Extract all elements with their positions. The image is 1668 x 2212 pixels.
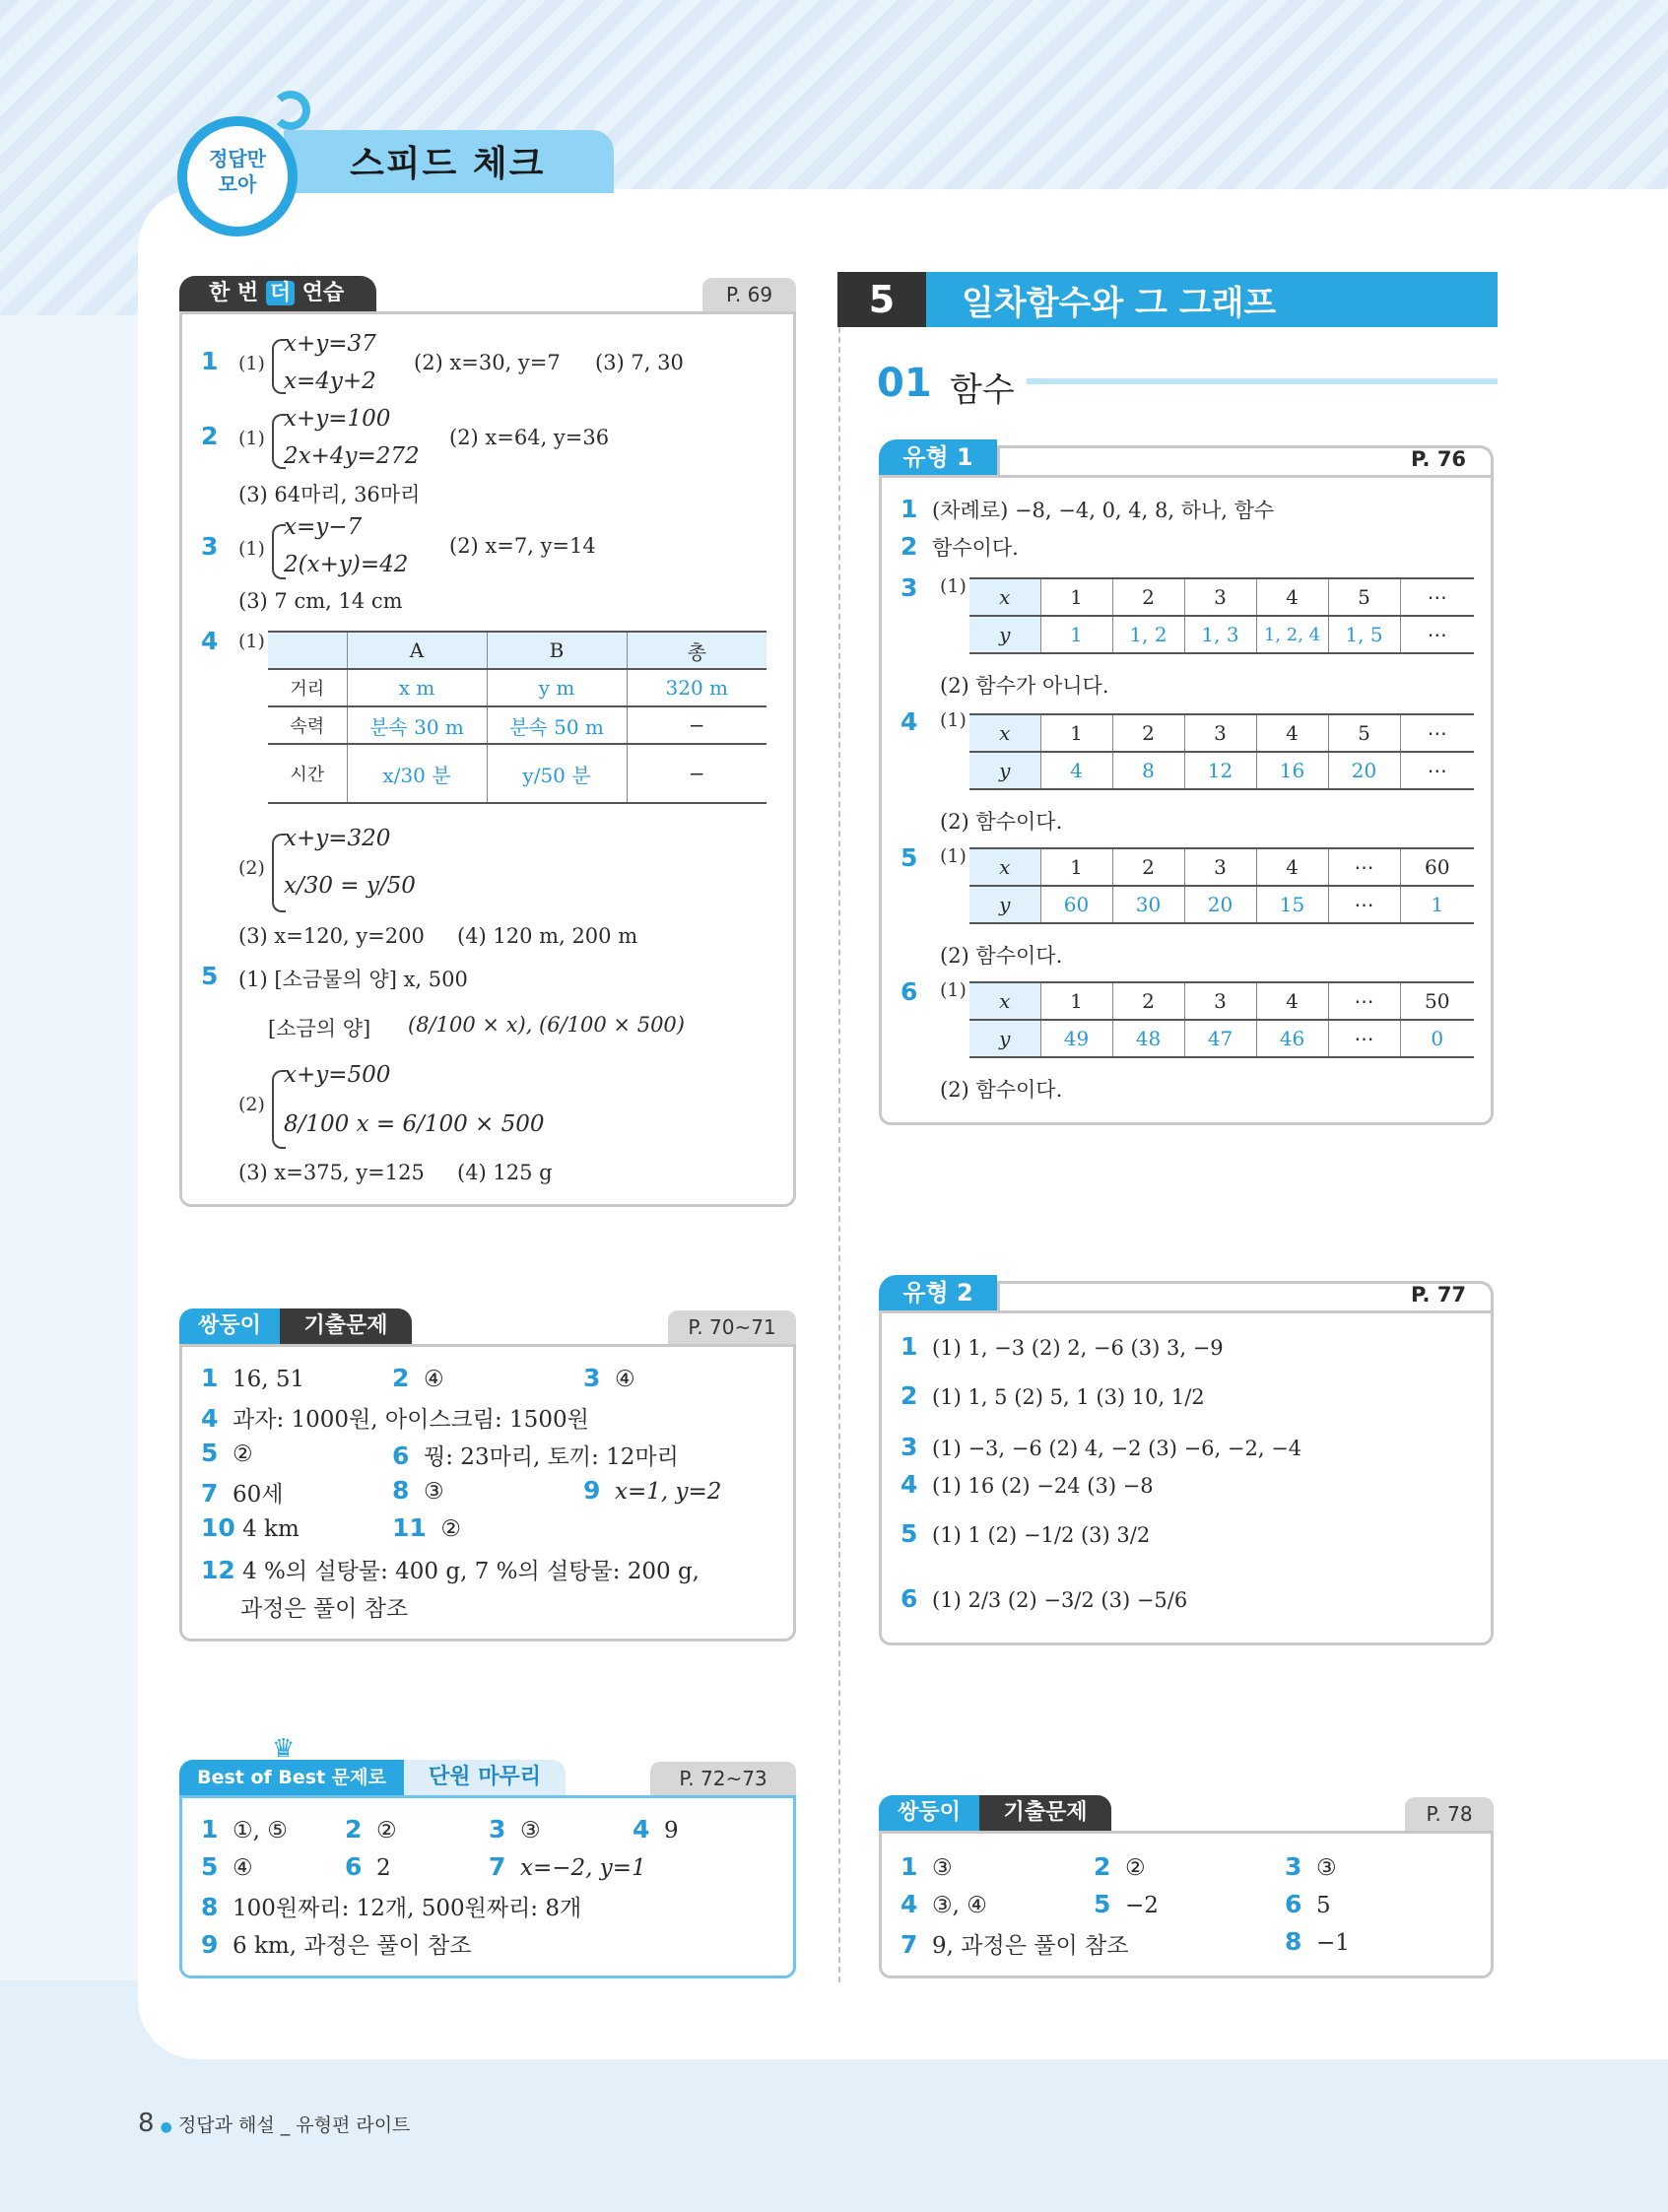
table-cell: 1, 5	[1328, 616, 1400, 653]
type1-q4-p1: (1)	[940, 709, 967, 731]
table-cell: B	[487, 632, 627, 669]
type2-q6: 6 (1) 2/3 (2) −3/2 (3) −5/6	[901, 1584, 1188, 1613]
type1-page: P. 76	[1411, 447, 1467, 471]
table-cell: x	[969, 848, 1040, 886]
table-cell: 3	[1184, 848, 1256, 886]
table-cell: ⋯	[1400, 714, 1474, 752]
type1-q3-p2: (2) 함수가 아니다.	[940, 674, 1109, 698]
table-cell: 1	[1400, 886, 1474, 923]
practice-q2-p1: (1)	[238, 428, 265, 449]
practice-q4-sys-a: x+y=320	[284, 826, 391, 851]
list-item: 과정은 풀이 참조	[240, 1596, 409, 1622]
table-cell: 1, 2, 4	[1256, 616, 1328, 653]
table-cell: ⋯	[1400, 752, 1474, 789]
table-cell: 4	[1040, 752, 1112, 789]
type2-q5: 5 (1) 1 (2) −1/2 (3) 3/2	[901, 1519, 1151, 1548]
list-item: 4 과자: 1000원, 아이스크림: 1500원	[201, 1404, 589, 1433]
table-cell: 46	[1256, 1020, 1328, 1057]
type1-q2: 2 함수이다.	[901, 532, 1019, 561]
swirl-icon	[271, 91, 310, 130]
practice-q3-num: 3	[201, 532, 219, 561]
table-cell: 총	[627, 632, 767, 669]
type1-q4-num: 4	[901, 707, 918, 736]
practice-q2-p3: (3) 64마리, 36마리	[238, 483, 421, 506]
table-cell: 320 m	[627, 669, 767, 706]
page-number: 8	[138, 2109, 155, 2138]
table-cell: 2	[1112, 848, 1184, 886]
answer-badge	[177, 116, 298, 236]
practice-q4-p1: (1)	[238, 631, 265, 652]
type2-q3: 3 (1) −3, −6 (2) 4, −2 (3) −6, −2, −4	[901, 1433, 1302, 1461]
table-cell: 1	[1040, 714, 1112, 752]
practice-q3-sys-b: 2(x+y)=42	[284, 552, 409, 577]
table-cell: 8	[1112, 752, 1184, 789]
practice-q3-p1: (1)	[238, 538, 265, 560]
table-cell: 2	[1112, 982, 1184, 1020]
table-cell: 60	[1040, 886, 1112, 923]
type1-q4-p2: (2) 함수이다.	[940, 810, 1063, 834]
table-cell: 시간	[268, 744, 347, 803]
type1-q3-num: 3	[901, 573, 918, 602]
type1-q6-p1: (1)	[940, 979, 967, 1001]
badge-line2: 모아	[218, 172, 257, 196]
type1-tab: 유형 1	[879, 439, 997, 475]
practice-q5-num: 5	[201, 962, 219, 990]
table-cell: 1, 3	[1184, 616, 1256, 653]
type1-q5-table	[969, 847, 1474, 924]
table-cell: 2	[1112, 714, 1184, 752]
table-cell: ⋯	[1400, 578, 1474, 616]
table-cell: 속력	[268, 706, 347, 744]
practice-q3-p2: (2) x=7, y=14	[449, 534, 596, 558]
section-title: 함수	[950, 370, 1015, 410]
table-cell: 48	[1112, 1020, 1184, 1057]
practice-q1-num: 1	[201, 347, 219, 375]
twin-tab-left: 쌍둥이 기출문제	[179, 1308, 412, 1344]
page-footer	[138, 2109, 410, 2138]
table-cell: 16	[1256, 752, 1328, 789]
table-cell: 거리	[268, 669, 347, 706]
list-item: 7 x=−2, y=1	[489, 1852, 646, 1881]
practice-q5-sys-a: x+y=500	[284, 1062, 391, 1088]
table-cell: y	[969, 886, 1040, 923]
table-cell: 2	[1112, 578, 1184, 616]
twin-page-right: P. 78	[1405, 1797, 1494, 1831]
table-cell: x/30 분	[347, 744, 487, 803]
table-cell: 분속 50 m	[487, 706, 627, 744]
practice-q5-p4: (4) 125 g	[457, 1161, 553, 1184]
best-page: P. 72~73	[650, 1762, 796, 1795]
table-cell: x m	[347, 669, 487, 706]
chapter-title: 일차함수와 그 그래프	[962, 284, 1277, 323]
table-cell: y	[969, 616, 1040, 653]
practice-q4-num: 4	[201, 627, 219, 655]
table-cell: 5	[1328, 714, 1400, 752]
type1-q1: 1 (차례로) −8, −4, 0, 4, 8, 하나, 함수	[901, 495, 1275, 523]
table-cell: x	[969, 714, 1040, 752]
list-item: 4 9	[633, 1815, 679, 1843]
practice-q5-salt-water: (1) [소금물의 양] x, 500	[238, 968, 468, 991]
table-cell: 0	[1400, 1020, 1474, 1057]
practice-q5-sys-b: 8/100 x = 6/100 × 500	[284, 1111, 545, 1137]
list-item: 1 ③	[901, 1852, 953, 1881]
badge-line1: 정답만	[209, 147, 266, 170]
table-cell: ⋯	[1328, 982, 1400, 1020]
section-rule	[1027, 378, 1498, 384]
table-cell: 3	[1184, 982, 1256, 1020]
practice-q1-sys-a: x+y=37	[284, 331, 376, 357]
type1-q5-num: 5	[901, 843, 918, 872]
table-cell: 20	[1184, 886, 1256, 923]
practice-q4-p2: (2)	[238, 857, 265, 879]
list-item: 2 ④	[392, 1364, 444, 1392]
table-cell: y m	[487, 669, 627, 706]
table-cell: 12	[1184, 752, 1256, 789]
table-cell: 1	[1040, 578, 1112, 616]
twin-page-left: P. 70~71	[668, 1310, 796, 1344]
practice-q4-sys-b: x/30 = y/50	[284, 873, 416, 899]
list-item: 11 ②	[392, 1513, 462, 1542]
table-cell: 1, 2	[1112, 616, 1184, 653]
list-item: 5 ②	[201, 1439, 253, 1467]
type1-q6-table	[969, 981, 1474, 1058]
table-cell: ⋯	[1328, 848, 1400, 886]
list-item: 1 ①, ⑤	[201, 1815, 288, 1843]
type1-q6-num: 6	[901, 977, 918, 1006]
practice-q1-sys-b: x=4y+2	[284, 369, 376, 394]
practice-q3-sys-a: x=y−7	[284, 514, 363, 540]
table-cell: ⋯	[1328, 886, 1400, 923]
table-cell: −	[627, 744, 767, 803]
table-cell: 5	[1328, 578, 1400, 616]
type1-q3-table	[969, 577, 1474, 654]
footer-text: 정답과 해설 _ 유형편 라이트	[177, 2114, 411, 2136]
type2-page: P. 77	[1411, 1283, 1467, 1307]
table-cell: −	[627, 706, 767, 744]
practice-page: P. 69	[702, 278, 796, 311]
list-item: 1 16, 51	[201, 1364, 305, 1392]
best-tab: Best of Best 문제로 단원 마무리	[179, 1760, 566, 1795]
list-item: 7 60세	[201, 1479, 284, 1508]
list-item: 3 ③	[489, 1815, 541, 1843]
type2-q1: 1 (1) 1, −3 (2) 2, −6 (3) 3, −9	[901, 1332, 1224, 1361]
twin-tab-right: 쌍둥이 기출문제	[879, 1795, 1111, 1831]
type2-q4: 4 (1) 16 (2) −24 (3) −8	[901, 1470, 1154, 1499]
practice-q5-p2: (2)	[238, 1094, 265, 1115]
list-item: 8 ③	[392, 1476, 444, 1505]
practice-q1-p2: (2) x=30, y=7	[414, 351, 561, 374]
table-cell: ⋯	[1400, 616, 1474, 653]
list-item: 12 4 %의 설탕물: 400 g, 7 %의 설탕물: 200 g,	[201, 1556, 700, 1584]
practice-q2-num: 2	[201, 422, 219, 450]
list-item: 10 4 km	[201, 1513, 300, 1542]
table-cell	[268, 632, 347, 669]
list-item: 6 2	[345, 1852, 391, 1881]
practice-q4-table	[268, 631, 767, 804]
table-cell: y	[969, 752, 1040, 789]
chapter-number: 5	[837, 272, 926, 327]
list-item: 8 −1	[1285, 1927, 1350, 1956]
table-cell: 1	[1040, 982, 1112, 1020]
table-cell: 3	[1184, 578, 1256, 616]
practice-q4-p4: (4) 120 m, 200 m	[457, 924, 638, 948]
practice-tab: 한 번 더 연습	[179, 276, 376, 311]
column-divider	[838, 278, 840, 1982]
list-item: 6 꿩: 23마리, 토끼: 12마리	[392, 1441, 679, 1470]
crown-icon: ♛	[272, 1734, 296, 1764]
list-item: 2 ②	[345, 1815, 397, 1843]
practice-q3-p3: (3) 7 cm, 14 cm	[238, 589, 403, 613]
bullet-icon: ●	[160, 2119, 172, 2135]
type1-q6-p2: (2) 함수이다.	[940, 1078, 1063, 1102]
list-item: 7 9, 과정은 풀이 참조	[901, 1930, 1129, 1959]
list-item: 3 ④	[583, 1364, 635, 1392]
table-cell: 20	[1328, 752, 1400, 789]
table-cell: 15	[1256, 886, 1328, 923]
table-cell: 분속 30 m	[347, 706, 487, 744]
practice-q5-p3: (3) x=375, y=125	[238, 1161, 425, 1184]
practice-q2-sys-a: x+y=100	[284, 406, 391, 432]
type2-tab: 유형 2	[879, 1275, 997, 1310]
list-item: 9 6 km, 과정은 풀이 참조	[201, 1930, 472, 1959]
type1-q5-p1: (1)	[940, 845, 967, 867]
section-number: 01	[877, 361, 932, 406]
table-cell: x	[969, 578, 1040, 616]
table-cell: 4	[1256, 982, 1328, 1020]
type1-q3-p1: (1)	[940, 575, 967, 597]
table-cell: 3	[1184, 714, 1256, 752]
practice-q1-p1: (1)	[238, 353, 265, 374]
list-item: 5 −2	[1094, 1890, 1159, 1918]
type1-q4-table	[969, 713, 1474, 790]
practice-q5-salt-expr: (8/100 × x), (6/100 × 500)	[408, 1013, 685, 1037]
list-item: 6 5	[1285, 1890, 1331, 1918]
table-cell: 49	[1040, 1020, 1112, 1057]
table-cell: y/50 분	[487, 744, 627, 803]
list-item: 4 ③, ④	[901, 1890, 987, 1918]
list-item: 5 ④	[201, 1852, 253, 1881]
practice-q4-p3: (3) x=120, y=200	[238, 924, 425, 948]
list-item: 3 ③	[1285, 1852, 1337, 1881]
table-cell: 47	[1184, 1020, 1256, 1057]
table-cell: x	[969, 982, 1040, 1020]
table-cell: 50	[1400, 982, 1474, 1020]
page-title: 스피드 체크	[350, 144, 546, 184]
practice-q2-sys-b: 2x+4y=272	[284, 443, 420, 469]
table-cell: y	[969, 1020, 1040, 1057]
table-cell: 4	[1256, 714, 1328, 752]
table-cell: 4	[1256, 848, 1328, 886]
practice-q2-p2: (2) x=64, y=36	[449, 426, 610, 449]
list-item: 8 100원짜리: 12개, 500원짜리: 8개	[201, 1893, 582, 1921]
table-cell: A	[347, 632, 487, 669]
table-cell: 1	[1040, 848, 1112, 886]
list-item: 2 ②	[1094, 1852, 1146, 1881]
practice-q1-p3: (3) 7, 30	[595, 351, 684, 374]
list-item: 9 x=1, y=2	[583, 1476, 722, 1505]
table-cell: 60	[1400, 848, 1474, 886]
table-cell: ⋯	[1328, 1020, 1400, 1057]
practice-q5-salt: [소금의 양]	[268, 1017, 371, 1040]
type2-q2: 2 (1) 1, 5 (2) 5, 1 (3) 10, 1/2	[901, 1381, 1205, 1410]
type1-q5-p2: (2) 함수이다.	[940, 944, 1063, 968]
table-cell: 1	[1040, 616, 1112, 653]
table-cell: 30	[1112, 886, 1184, 923]
table-cell: 4	[1256, 578, 1328, 616]
